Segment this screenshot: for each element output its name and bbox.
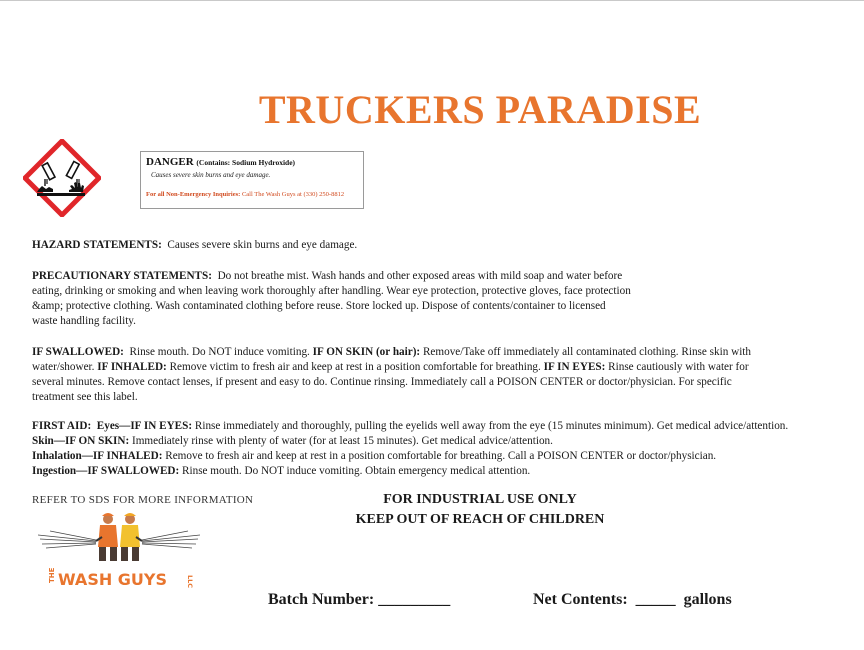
hazard-label: HAZARD STATEMENTS: <box>32 239 162 251</box>
industrial-use-notice <box>340 490 620 530</box>
logo-text-main: WASH GUYS <box>58 570 168 589</box>
signal-word: DANGER <box>146 156 194 168</box>
batch-label: Batch Number: <box>268 591 375 608</box>
swallowed-text: Rinse mouth. Do NOT induce vomiting. <box>129 346 310 358</box>
precaution-text: Do not breathe mist. Wash hands and other exposed areas with mild soap and water before eating, drinking or smoking and when leaving work thoroughly after handling. Wear eye protection, protective gloves, face protection &amp; protective clothing. Wash contaminated clothing before reuse. Store locked up. Dispose of contents/container to licensed waste handling facility. <box>32 270 631 327</box>
first-aid-eyes-text: Rinse immediately and thoroughly, pulling the eyelids well away from the eye (15 minutes minimum). Get medical advice/attention. <box>194 420 789 432</box>
hazard-short-statement: Causes severe skin burns and eye damage. <box>151 171 271 179</box>
net-contents-label: Net Contents: <box>533 591 628 608</box>
first-aid-eyes-label: Eyes—IF IN EYES: <box>96 420 193 432</box>
eyes-text: Rinse cautiously with water for several minutes. Remove contact lenses, if present and easy to do. Continue rinsing. Immediately call a POISON CENTER or doctor/physician. For specific treatment see this label. <box>32 361 749 403</box>
ghs-corrosion-icon <box>23 139 101 217</box>
first-aid-skin-label: Skin—IF ON SKIN: <box>32 435 130 447</box>
inquiry-label: For all Non-Emergency Inquiries: <box>146 191 241 198</box>
refer-sds-note: REFER TO SDS FOR MORE INFORMATION <box>32 494 254 506</box>
precaution-label: PRECAUTIONARY STATEMENTS: <box>32 270 212 282</box>
first-aid-section <box>32 419 792 479</box>
top-border-line <box>0 0 864 1</box>
skin-label: IF ON SKIN (or hair): <box>312 346 421 358</box>
exposure-responses <box>32 345 752 405</box>
swallowed-label: IF SWALLOWED: <box>32 346 124 358</box>
first-aid-inhalation-text: Remove to fresh air and keep at rest in a position comfortable for breathing. Call a POISON CENTER or doctor/physician. <box>165 450 717 462</box>
hazard-text: Causes severe skin burns and eye damage. <box>167 239 358 251</box>
contains-note: (Contains: Sodium Hydroxide) <box>196 158 296 167</box>
logo-text-llc: LLC <box>186 575 194 589</box>
signal-word-box <box>140 151 364 209</box>
logo-text-the: THE <box>48 567 56 583</box>
first-aid-skin-text: Immediately rinse with plenty of water (for at least 15 minutes). Get medical advice/attention. <box>132 435 553 447</box>
wash-guys-logo-icon <box>36 511 202 591</box>
eyes-label: IF IN EYES: <box>543 361 606 373</box>
precautionary-statements <box>32 269 632 329</box>
inquiry-line <box>146 191 358 198</box>
net-contents-field <box>533 591 732 609</box>
batch-number-field <box>268 591 450 609</box>
signal-heading <box>146 156 358 168</box>
first-aid-ingestion-text: Rinse mouth. Do NOT induce vomiting. Obtain emergency medical attention. <box>182 465 531 477</box>
first-aid-label: FIRST AID: <box>32 420 92 432</box>
product-title: TRUCKERS PARADISE <box>258 87 702 132</box>
inhaled-text: Remove victim to fresh air and keep at rest in a position comfortable for breathing. <box>169 361 541 373</box>
first-aid-inhalation-label: Inhalation—IF INHALED: <box>32 450 163 462</box>
inquiry-text: Call The Wash Guys at (330) 250-8812 <box>241 191 345 198</box>
skin-text: Remove/Take off immediately all contaminated clothing. Rinse skin with water/shower. <box>32 346 752 373</box>
net-contents-blank: _____ <box>635 591 676 608</box>
inhaled-label: IF INHALED: <box>97 361 167 373</box>
batch-blank: _________ <box>378 591 451 608</box>
hazard-statements <box>32 238 792 253</box>
industrial-line-1: FOR INDUSTRIAL USE ONLY <box>383 492 577 507</box>
first-aid-ingestion-label: Ingestion—IF SWALLOWED: <box>32 465 180 477</box>
industrial-line-2: KEEP OUT OF REACH OF CHILDREN <box>355 512 605 527</box>
net-contents-unit: gallons <box>683 591 732 608</box>
